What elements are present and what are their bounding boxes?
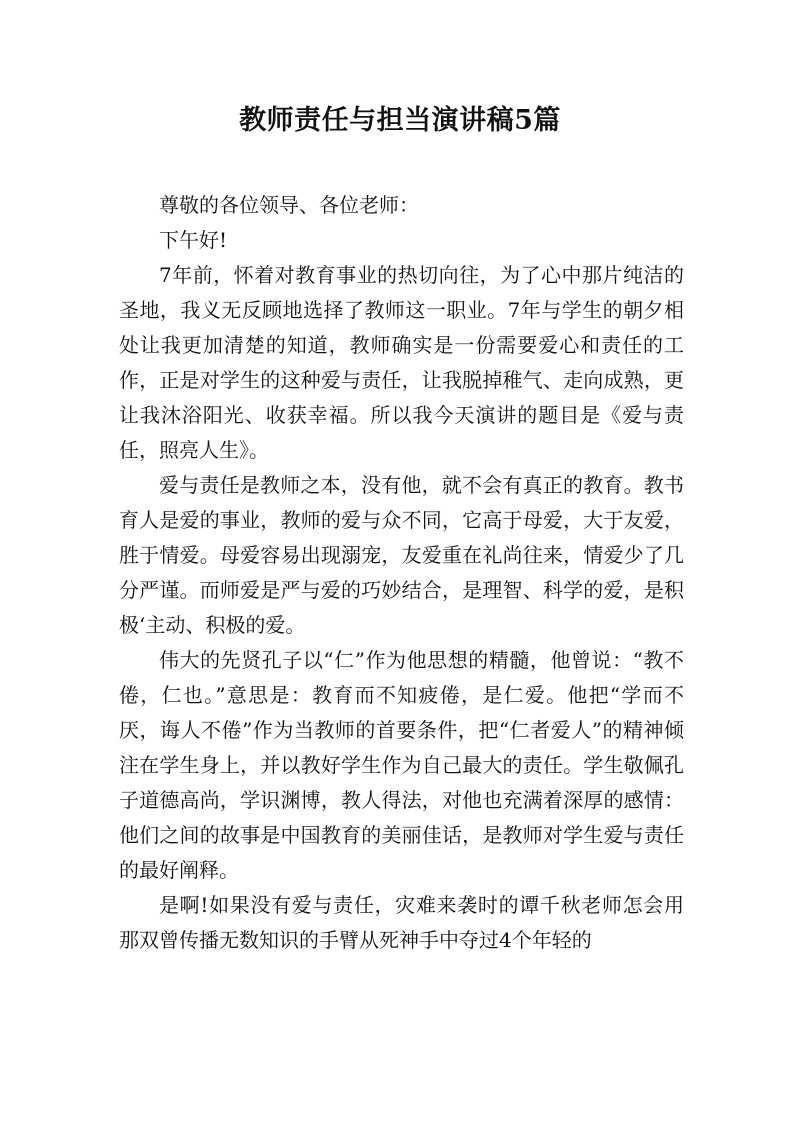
paragraph-salutation: 尊敬的各位领导、各位老师： [159,193,419,217]
paragraph-greeting: 下午好! [159,228,228,252]
paragraph-love-responsibility: 爱与责任是教师之本，没有他，就不会有真正的教育。教书育人是爱的事业，教师的爱与众不同，它高于母爱，大于友爱，胜于情爱。母爱容易出现溺宠，友爱重在礼尚往来，情爱少了几分严谨。而师爱是严与爱的巧妙结合，是理智、科学的爱，是积极‘主动、积极的爱。 [119,473,684,637]
document-title: 教师责任与担当演讲稿5篇 [239,105,561,136]
paragraph-tan-qianqiu: 是啊!如果没有爱与责任，灾难来袭时的谭千秋老师怎会用那双曾传播无数知识的手臂从死神手中夺过4个年轻的 [119,893,684,952]
paragraph-intro: 7年前，怀着对教育事业的热切向往，为了心中那片纯洁的圣地，我义无反顾地选择了教师这一职业。7年与学生的朝夕相处让我更加清楚的知道，教师确实是一份需要爱心和责任的工作，正是对学生的这种爱与责任，让我脱掉稚气、走向成熟，更让我沐浴阳光、收获幸福。所以我今天演讲的题目是《爱与责任，照亮人生》。 [119,263,684,462]
paragraph-confucius: 伟大的先贤孔子以“仁”作为他思想的精髓，他曾说：“教不倦，仁也。”意思是：教育而不知疲倦，是仁爱。他把“学而不厌，诲人不倦”作为当教师的首要条件，把“仁者爱人”的精神倾注在学生身上，并以教好学生作为自己最大的责任。学生敬佩孔子道德高尚，学识渊博，教人得法，对他也充满着深厚的感情：他们之间的故事是中国教育的美丽佳话，是教师对学生爱与责任的最好阐释。 [119,648,684,882]
document-body [119,188,684,958]
